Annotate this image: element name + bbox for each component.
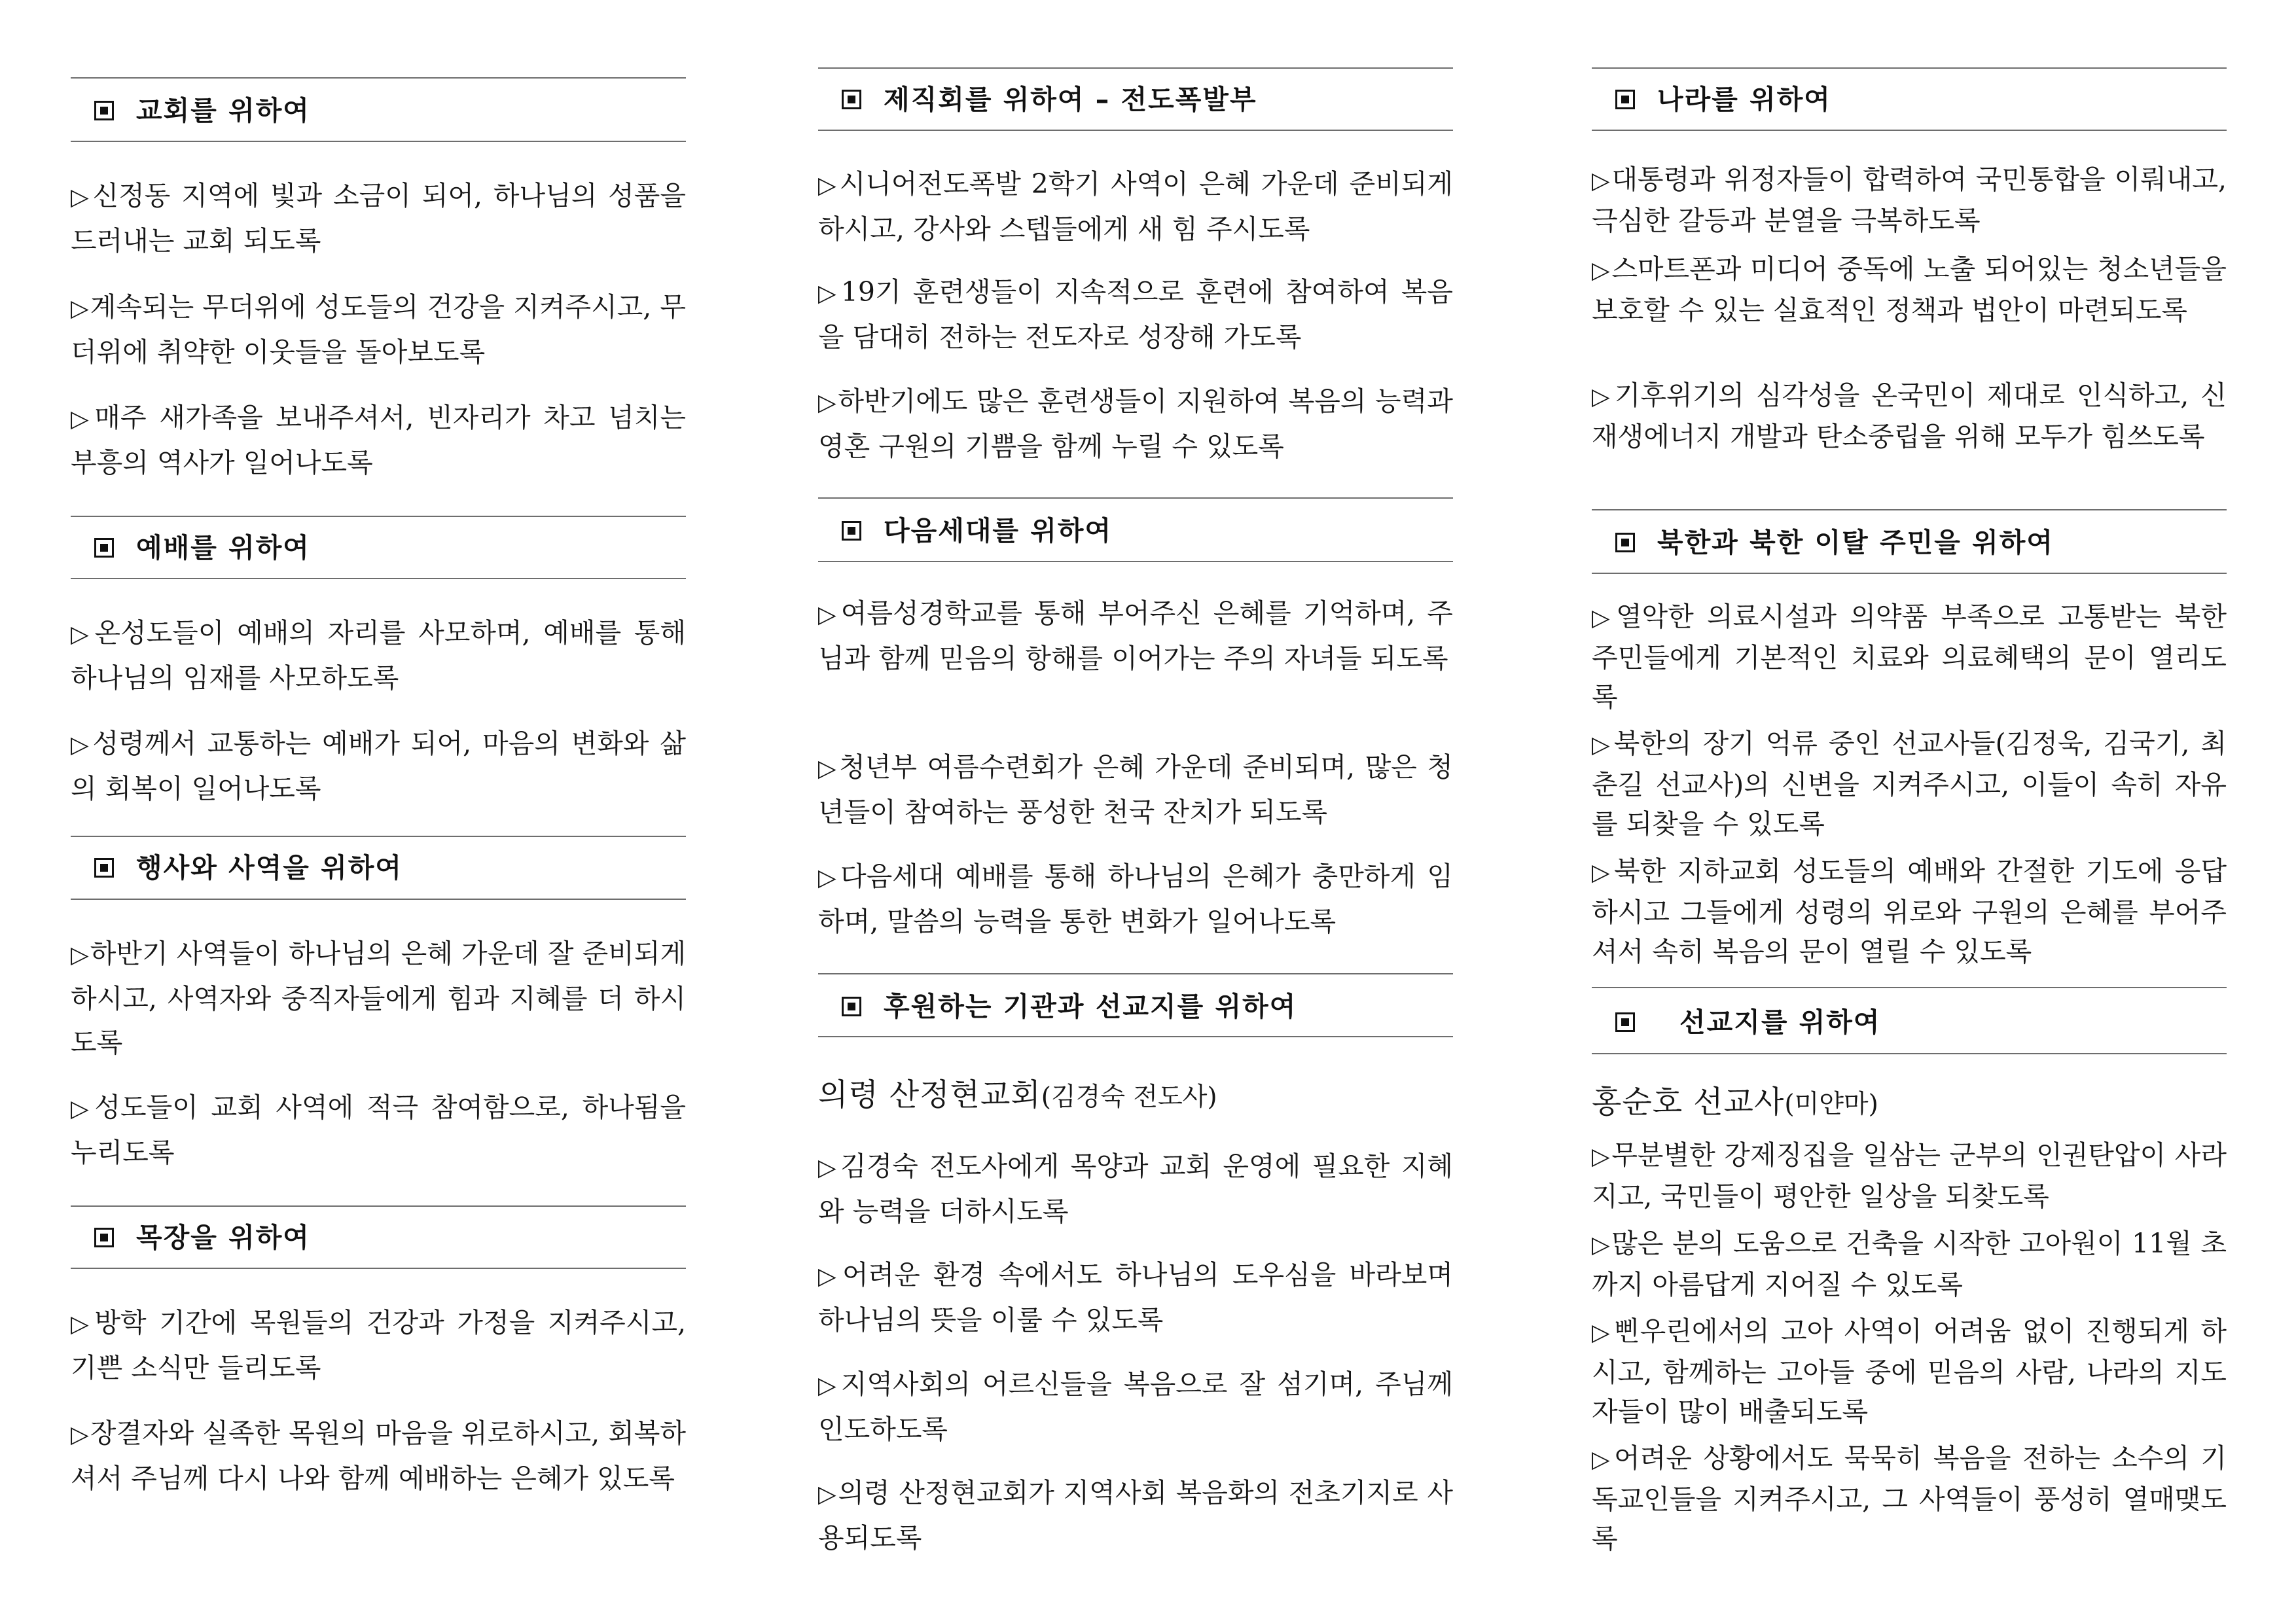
section-heading	[1592, 526, 2227, 559]
mission-name	[1592, 1081, 2227, 1126]
section-heading	[1592, 1006, 2227, 1039]
section-heading-label: 목장을 위하여	[136, 1221, 310, 1253]
section-heading	[818, 514, 1453, 547]
prayer-item: ▷ 성도들이 교회 사역에 적극 참여함으로, 하나됨을 누리도록	[71, 1086, 686, 1175]
section-rule	[71, 836, 686, 837]
section-rule	[1592, 509, 2227, 510]
prayer-item: ▷ 하반기에도 많은 훈련생들이 지원하여 복음의 능력과 영혼 구원의 기쁨을 함께 누릴 수 있도록	[818, 380, 1453, 469]
prayer-item: ▷ 청년부 여름수련회가 은혜 가운데 준비되며, 많은 청년들이 참여하는 풍성한 천국 잔치가 되도록	[818, 745, 1453, 834]
section-heading-label: 다음세대를 위하여	[884, 514, 1113, 546]
section-rule	[818, 1036, 1453, 1037]
mission-name	[818, 1074, 1453, 1119]
square-bullet-icon	[842, 90, 861, 109]
section-heading	[71, 531, 686, 564]
section-heading-label: 행사와 사역을 위하여	[136, 851, 403, 883]
missionary-name: 홍순호 선교사	[1592, 1084, 1785, 1120]
section-rule	[818, 973, 1453, 974]
prayer-item: ▷ 어려운 환경 속에서도 하나님의 도우심을 바라보며 하나님의 뜻을 이룰 수 있도록	[818, 1253, 1453, 1342]
section-heading-label: 북한과 북한 이탈 주민을 위하여	[1657, 526, 2054, 558]
section-heading	[71, 94, 686, 127]
section-rule	[818, 497, 1453, 499]
section-heading-label: 선교지를 위하여	[1679, 1006, 1881, 1038]
prayer-item: ▷ 19기 훈련생들이 지속적으로 훈련에 참여하여 복음을 담대히 전하는 전도자로 성장해 가도록	[818, 270, 1453, 359]
section-heading	[71, 851, 686, 884]
square-bullet-icon	[842, 997, 861, 1016]
square-bullet-icon	[842, 521, 861, 541]
square-bullet-icon	[1615, 1012, 1635, 1032]
section-heading-label: 교회를 위하여	[136, 94, 310, 126]
prayer-item: ▷ 삔우린에서의 고아 사역이 어려움 없이 진행되게 하시고, 함께하는 고아들 중에 믿음의 사람, 나라의 지도자들이 많이 배출되도록	[1592, 1311, 2227, 1431]
square-bullet-icon	[1615, 533, 1635, 552]
section-rule	[71, 1268, 686, 1269]
section-rule	[71, 899, 686, 900]
prayer-item: ▷ 방학 기간에 목원들의 건강과 가정을 지켜주시고, 기쁜 소식만 들리도록	[71, 1301, 686, 1390]
prayer-item: ▷ 매주 새가족을 보내주셔서, 빈자리가 차고 넘치는 부흥의 역사가 일어나도록	[71, 396, 686, 485]
section-rule	[818, 130, 1453, 131]
section-rule	[71, 77, 686, 79]
section-rule	[1592, 573, 2227, 574]
section-rule	[1592, 987, 2227, 988]
mission-country: (미얀마)	[1784, 1090, 1878, 1119]
prayer-item: ▷ 김경숙 전도사에게 목양과 교회 운영에 필요한 지혜와 능력을 더하시도록	[818, 1145, 1453, 1234]
prayer-item: ▷ 성령께서 교통하는 예배가 되어, 마음의 변화와 삶의 회복이 일어나도록	[71, 722, 686, 811]
prayer-item: ▷ 열악한 의료시설과 의약품 부족으로 고통받는 북한 주민들에게 기본적인 치료와 의료혜택의 문이 열리도록	[1592, 597, 2227, 717]
section-heading	[1592, 83, 2227, 116]
prayer-item: ▷ 스마트폰과 미디어 중독에 노출 되어있는 청소년들을 보호할 수 있는 실효적인 정책과 법안이 마련되도록	[1592, 249, 2227, 330]
square-bullet-icon	[94, 858, 114, 878]
section-rule	[818, 561, 1453, 562]
section-rule	[71, 141, 686, 142]
section-heading-label: 나라를 위하여	[1657, 83, 1831, 115]
section-rule	[1592, 130, 2227, 131]
prayer-item: ▷ 다음세대 예배를 통해 하나님의 은혜가 충만하게 임하며, 말씀의 능력을 통한 변화가 일어나도록	[818, 855, 1453, 943]
section-heading	[818, 83, 1453, 116]
prayer-item: ▷ 하반기 사역들이 하나님의 은혜 가운데 잘 준비되게 하시고, 사역자와 중직자들에게 힘과 지혜를 더 하시도록	[71, 932, 686, 1065]
section-heading-label: 후원하는 기관과 선교지를 위하여	[884, 990, 1297, 1022]
section-heading	[71, 1221, 686, 1254]
section-rule	[1592, 67, 2227, 69]
prayer-item: ▷ 많은 분의 도움으로 건축을 시작한 고아원이 11월 초까지 아름답게 지어질 수 있도록	[1592, 1224, 2227, 1304]
section-rule	[71, 578, 686, 579]
prayer-item: ▷ 시니어전도폭발 2학기 사역이 은혜 가운데 준비되게 하시고, 강사와 스텝들에게 새 힘 주시도록	[818, 162, 1453, 251]
prayer-item: ▷ 여름성경학교를 통해 부어주신 은혜를 기억하며, 주님과 함께 믿음의 항해를 이어가는 주의 자녀들 되도록	[818, 592, 1453, 680]
prayer-item: ▷ 북한의 장기 억류 중인 선교사들(김정욱, 김국기, 최춘길 선교사)의 신변을 지켜주시고, 이들이 속히 자유를 되찾을 수 있도록	[1592, 724, 2227, 844]
mission-contact: (김경숙 전도사)	[1041, 1082, 1217, 1112]
prayer-item: ▷ 장결자와 실족한 목원의 마음을 위로하시고, 회복하셔서 주님께 다시 나와 함께 예배하는 은혜가 있도록	[71, 1412, 686, 1501]
prayer-item: ▷ 온성도들이 예배의 자리를 사모하며, 예배를 통해 하나님의 임재를 사모하도록	[71, 611, 686, 700]
square-bullet-icon	[94, 538, 114, 558]
section-rule	[818, 67, 1453, 69]
prayer-item: ▷ 계속되는 무더위에 성도들의 건강을 지켜주시고, 무더위에 취약한 이웃들을 돌아보도록	[71, 285, 686, 374]
section-rule	[71, 516, 686, 517]
section-rule	[71, 1205, 686, 1207]
prayer-item: ▷ 북한 지하교회 성도들의 예배와 간절한 기도에 응답하시고 그들에게 성령의 위로와 구원의 은혜를 부어주셔서 속히 복음의 문이 열릴 수 있도록	[1592, 851, 2227, 971]
section-heading-label: 예배를 위하여	[136, 531, 310, 563]
mission-church-name: 의령 산정현교회	[818, 1077, 1041, 1113]
prayer-item: ▷ 어려운 상황에서도 묵묵히 복음을 전하는 소수의 기독교인들을 지켜주시고, 그 사역들이 풍성히 열매맺도록	[1592, 1438, 2227, 1558]
section-heading-label: 제직회를 위하여 – 전도폭발부	[884, 83, 1257, 115]
square-bullet-icon	[94, 101, 114, 120]
prayer-item: ▷ 의령 산정현교회가 지역사회 복음화의 전초기지로 사용되도록	[818, 1471, 1453, 1560]
square-bullet-icon	[1615, 90, 1635, 109]
section-heading	[818, 990, 1453, 1023]
prayer-item: ▷ 기후위기의 심각성을 온국민이 제대로 인식하고, 신재생에너지 개발과 탄소중립을 위해 모두가 힘쓰도록	[1592, 376, 2227, 456]
prayer-item: ▷ 무분별한 강제징집을 일삼는 군부의 인권탄압이 사라지고, 국민들이 평안한 일상을 되찾도록	[1592, 1135, 2227, 1216]
square-bullet-icon	[94, 1228, 114, 1247]
prayer-item: ▷ 신정동 지역에 빛과 소금이 되어, 하나님의 성품을 드러내는 교회 되도록	[71, 174, 686, 263]
prayer-item: ▷ 지역사회의 어르신들을 복음으로 잘 섬기며, 주님께 인도하도록	[818, 1363, 1453, 1452]
prayer-item: ▷ 대통령과 위정자들이 합력하여 국민통합을 이뤄내고, 극심한 갈등과 분열을 극복하도록	[1592, 160, 2227, 240]
section-rule	[1592, 1053, 2227, 1054]
